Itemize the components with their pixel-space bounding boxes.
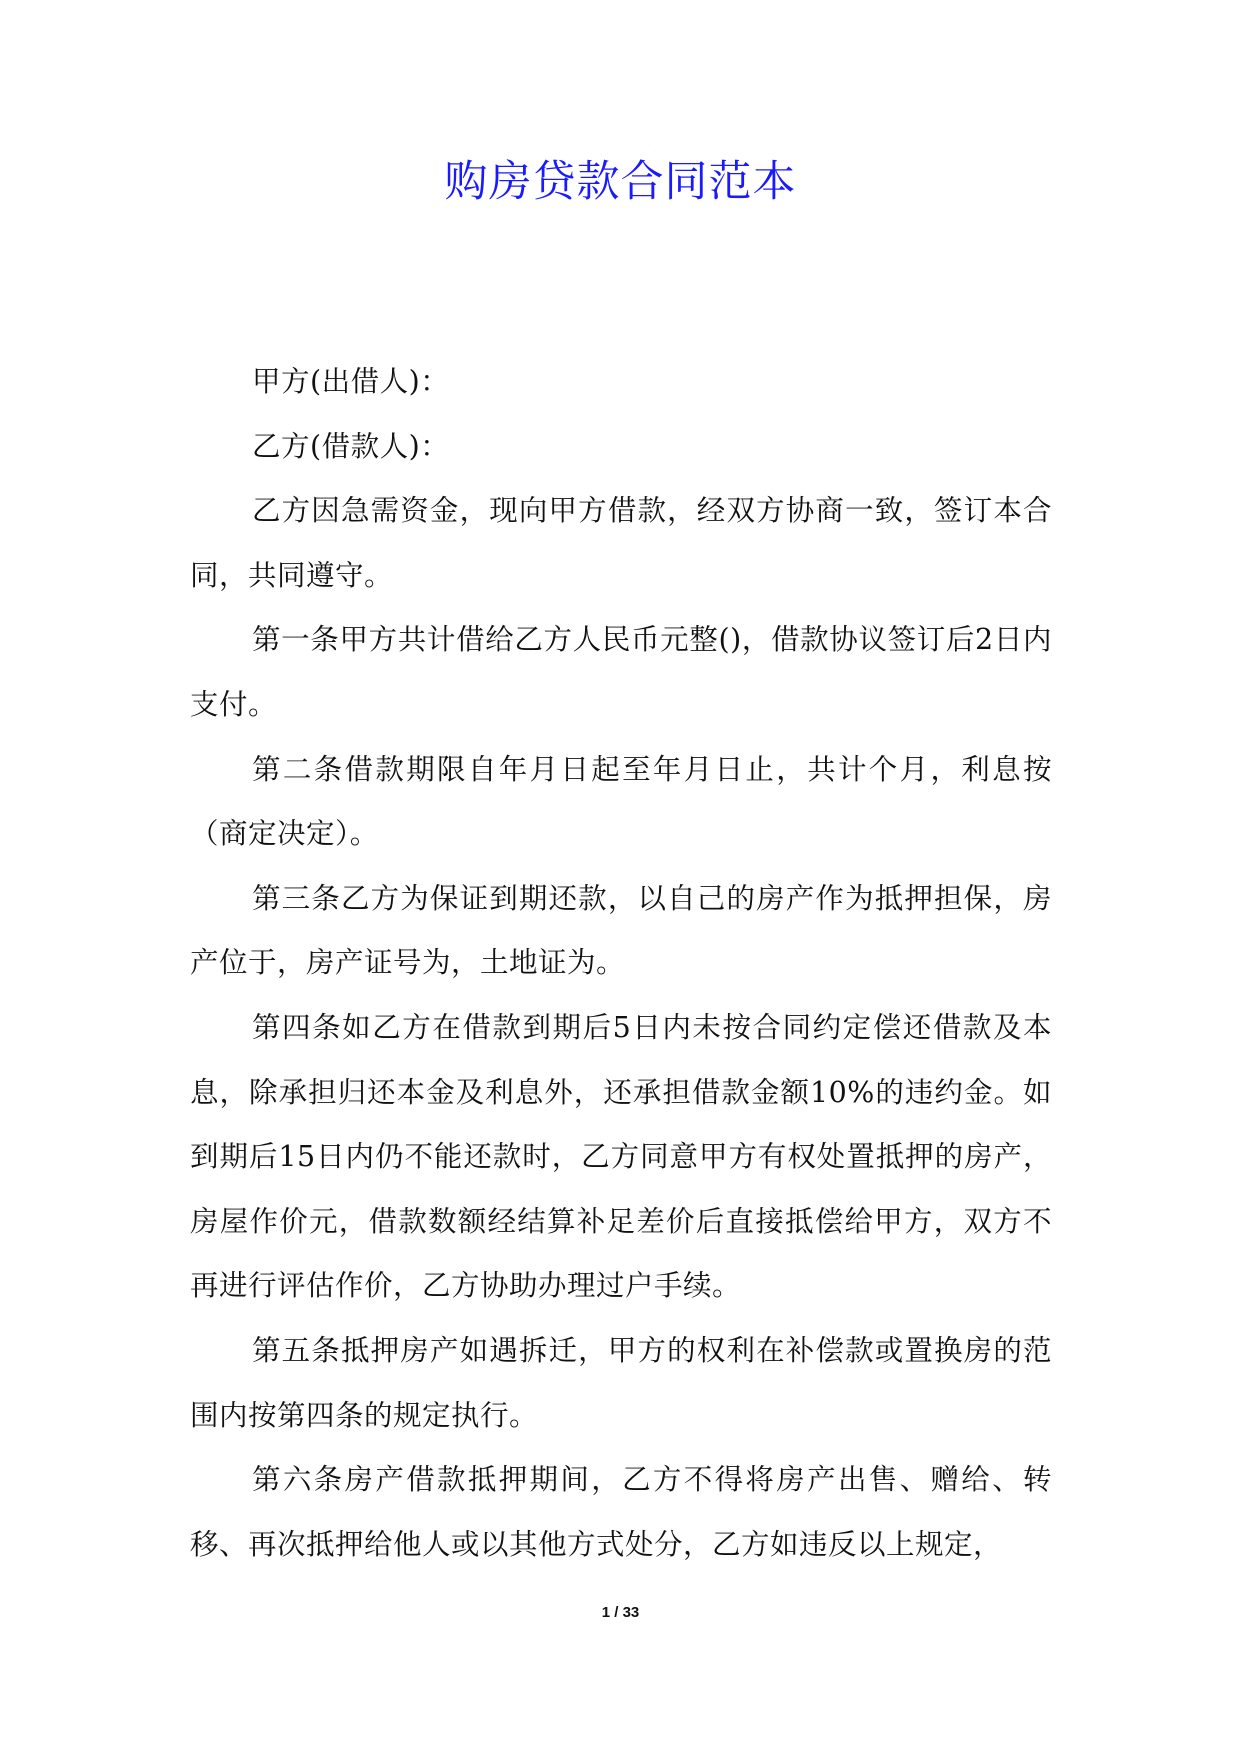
document-title: 购房贷款合同范本 bbox=[444, 157, 797, 207]
page-number: 1 / 33 bbox=[601, 1604, 640, 1621]
article-1-paragraph: 第一条甲方共计借给乙方人民币元整()，借款协议签订后2日内支付。 bbox=[190, 623, 1052, 721]
document-body bbox=[190, 350, 1052, 1577]
article-5-paragraph: 第五条抵押房产如遇拆迁，甲方的权利在补偿款或置换房的范围内按第四条的规定执行。 bbox=[190, 1333, 1052, 1432]
party-b-line: 乙方(借款人)： bbox=[252, 429, 450, 463]
preamble-paragraph: 乙方因急需资金，现向甲方借款，经双方协商一致，签订本合同，共同遵守。 bbox=[190, 494, 1052, 592]
article-2-paragraph: 第二条借款期限自年月日起至年月日止，共计个月，利息按（商定决定）。 bbox=[190, 752, 1052, 851]
party-a-line: 甲方(出借人)： bbox=[252, 365, 450, 398]
article-3-paragraph: 第三条乙方为保证到期还款，以自己的房产作为抵押担保，房产位于，房产证号为，土地证为。 bbox=[190, 881, 1052, 980]
article-4-paragraph: 第四条如乙方在借款到期后5日内未按合同约定偿还借款及本息，除承担归还本金及利息外，还承担借款金额10%的违约金。如到期后15日内仍不能还款时，乙方同意甲方有权处置抵押的房产，房屋作价元，借款数额经结算补足差价后直接抵偿给甲方，双方不再进行评估作价，乙方协助办理过户手续。 bbox=[190, 1010, 1052, 1303]
article-6-paragraph: 第六条房产借款抵押期间，乙方不得将房产出售、赠给、转移、再次抵押给他人或以其他方式处分，乙方如违反以上规定， bbox=[190, 1463, 1052, 1561]
